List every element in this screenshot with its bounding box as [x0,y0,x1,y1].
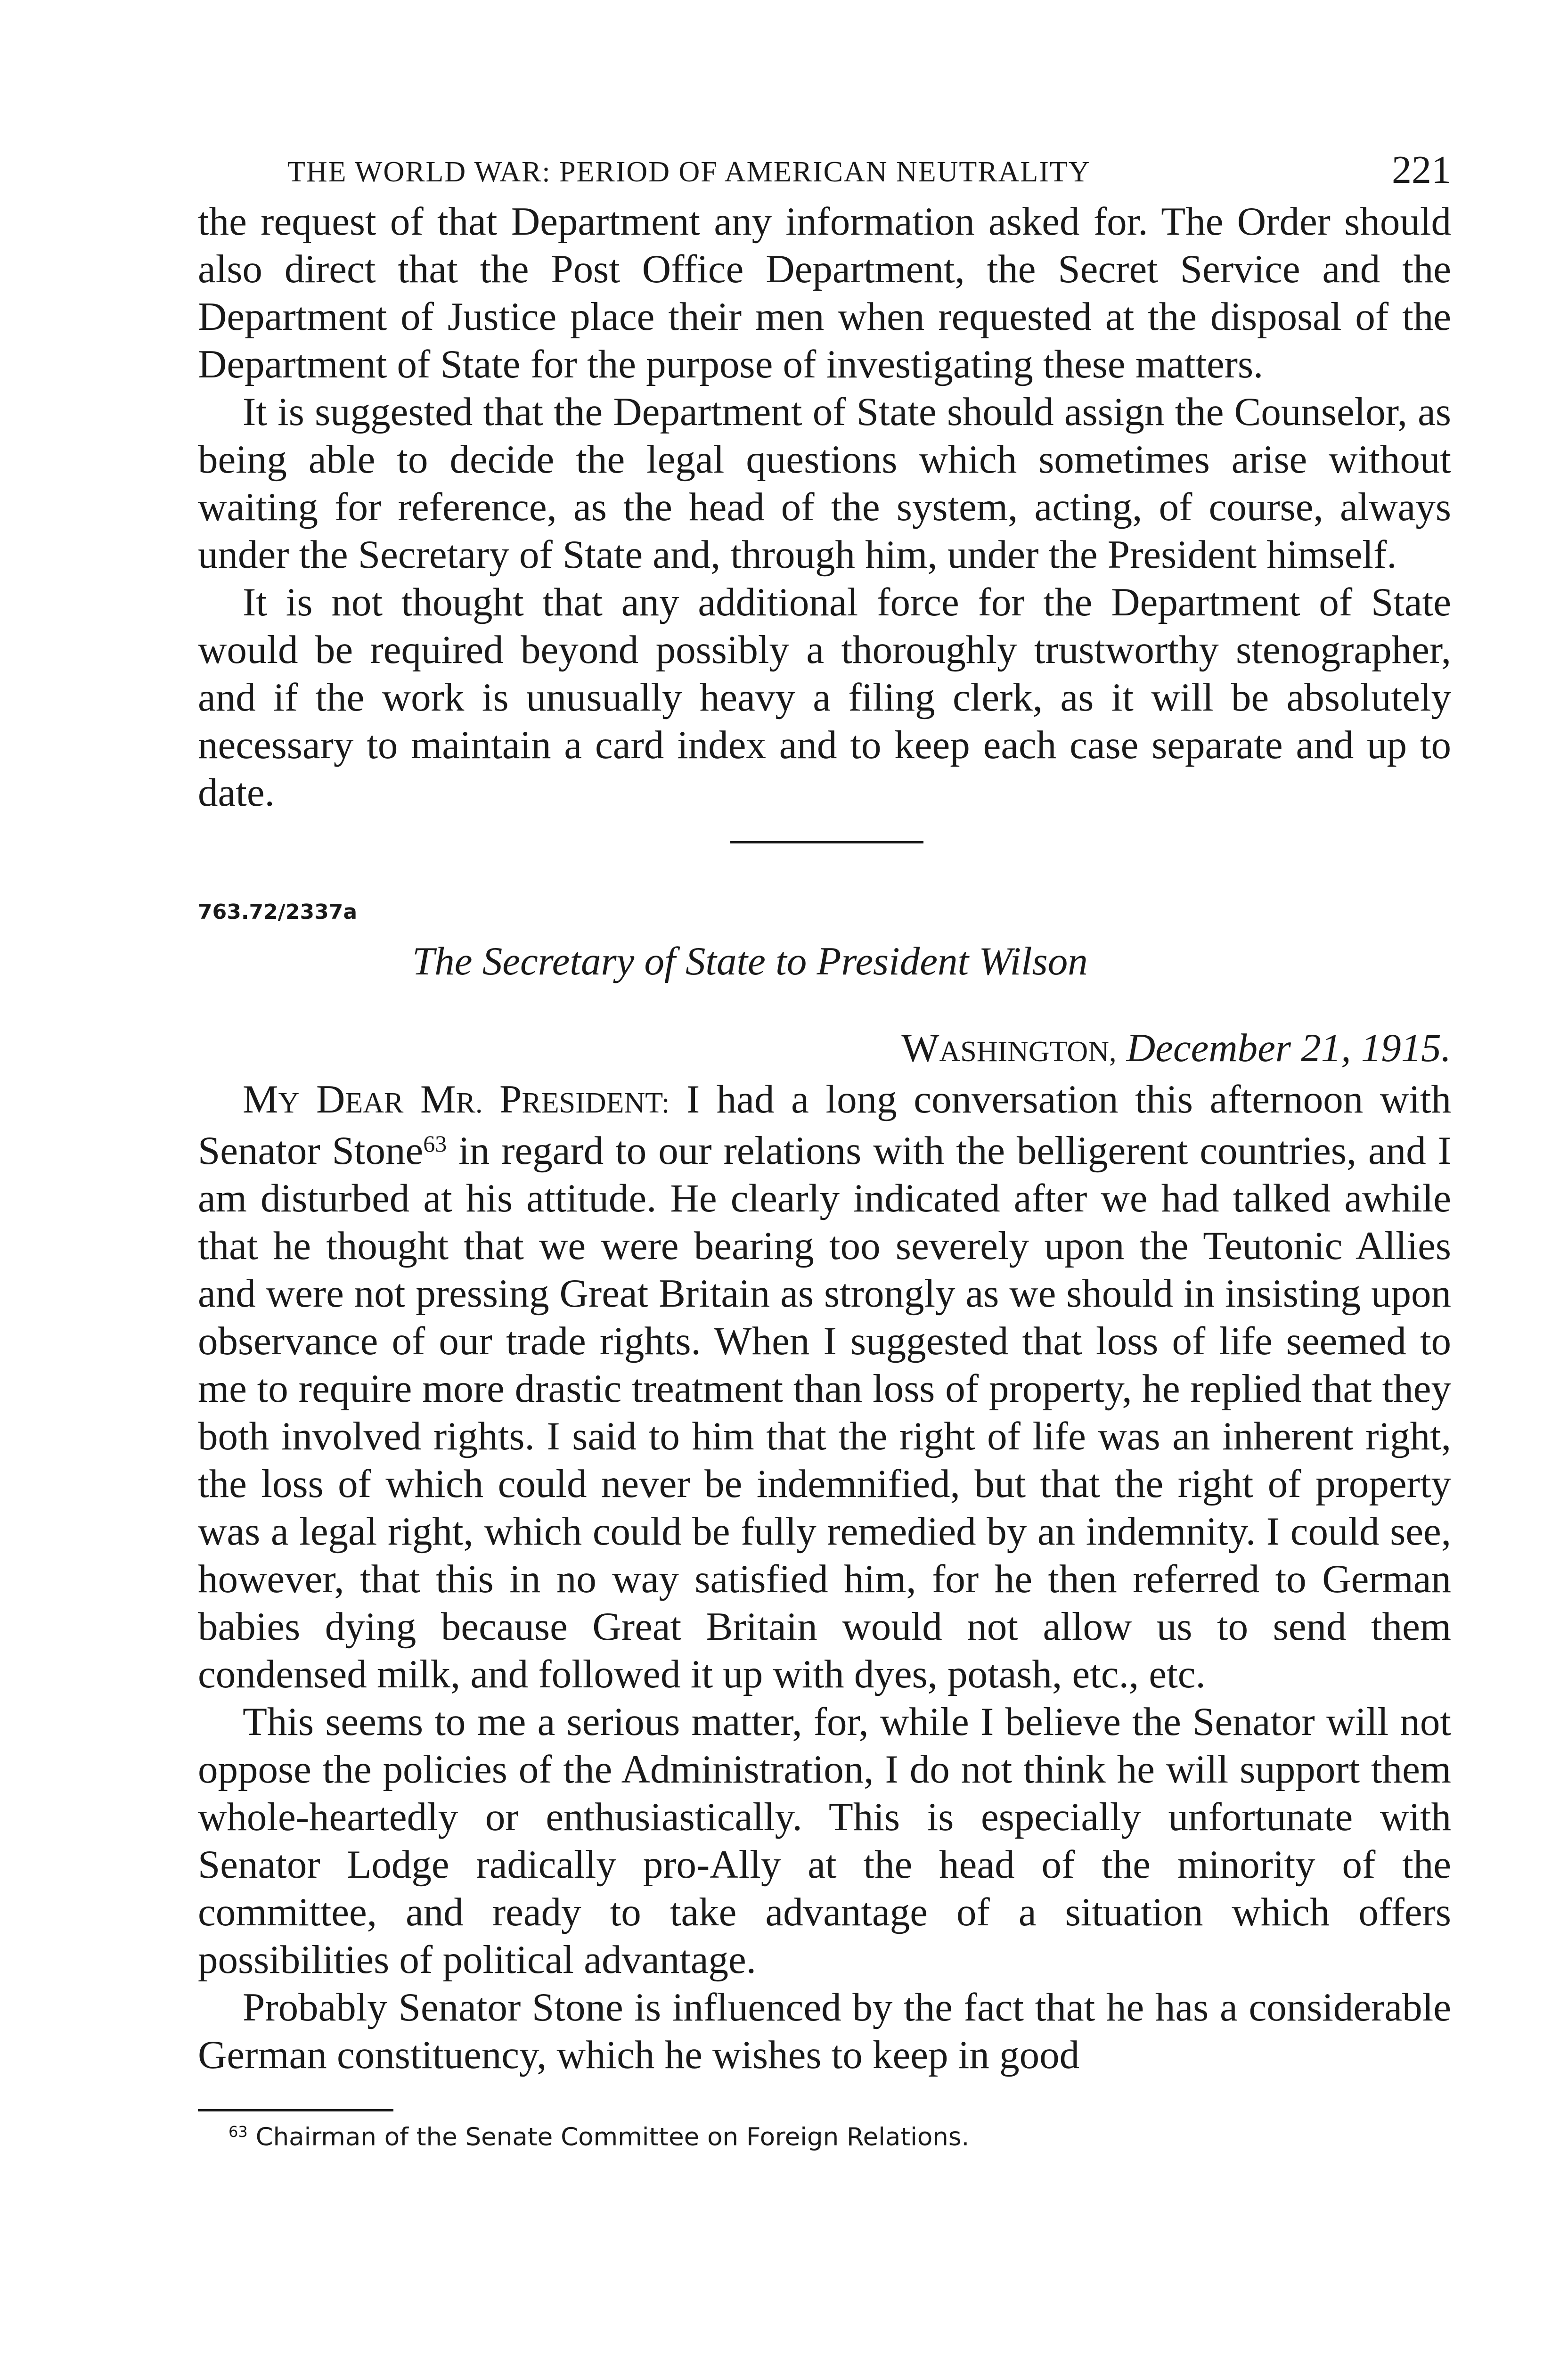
running-header [198,137,1451,198]
running-title: THE WORLD WAR: PERIOD OF AMERICAN NEUTRALITY [287,156,1091,188]
footnote [198,2123,1451,2151]
document-page [198,137,1451,2151]
footnote-text: Chairman of the Senate Committee on Foreign Relations. [255,2123,970,2151]
dateline-date: December 21, 1915. [1126,1026,1451,1070]
salutation: MY DEAR MR. PRESIDENT: [243,1077,670,1121]
letter-paragraph-2: This seems to me a serious matter, for, while I believe the Senator will not oppose the policies of the Administration, I do not think he will support them whole-heartedly or enthusiastically. This is especially unfortunate with Senator Lodge radically pro-Ally at the head of the minority of the committee, and ready to take advantage of a situation which offers possibilities of political advantage. [198,1700,1451,1982]
file-number: 763.72/2337a [198,900,358,924]
footnote-marker: 63 [229,2123,248,2141]
letter-paragraph-3: Probably Senator Stone is influenced by the fact that he has a considerable German constituency, which he wishes to keep in good [198,1985,1451,2077]
letter-paragraph-1 [198,1076,1451,1698]
letter-text-before-note: I had a long conversation this afternoon with Senator Stone [198,1077,1452,1173]
dateline-place: WASHINGTON, [901,1026,1117,1070]
letter-text-after-note: in regard to our relations with the belligerent countries, and I am disturbed at his attitude. He clearly indicated after we had talked awhile that he thought that we were bearing too severely upon the Teutonic Allies and were not pressing Great Britain as strongly as we should in insisting upon observance of our trade rights. When I suggested that loss of life seemed to me to require more drastic treatment than loss of property, he replied that they both involved rights. I said to him that the right of life was an inherent right, the loss of which could never be indemnified, but that the right of property was a legal right, which could be fully remedied by an indemnity. I could see, however, that this in no way satisfied him, for he then referred to German babies dying because Great Britain would not allow us to send them condensed milk, and followed it up with dyes, potash, etc., etc. [198,1129,1451,1696]
continued-paragraph-2: It is suggested that the Department of State should assign the Counselor, as being able to decide the legal questions which sometimes arise without waiting for reference, as the head of the system, acting, of course, always under the Secretary of State and, through him, under the President himself. [198,390,1451,577]
continued-paragraph-3: It is not thought that any additional force for the Department of State would be required beyond possibly a thoroughly trustworthy stenographer, and if the work is unusually heavy a filing clerk, as it will be absolutely necessary to maintain a card index and to keep each case separate and up to date. [198,580,1451,815]
page-number: 221 [1392,148,1451,192]
document-title: The Secretary of State to President Wilson [412,939,1088,983]
section-divider [730,841,923,843]
continued-paragraph-1: the request of that Department any information asked for. The Order should also direct that the Post Office Department, the Secret Service and the Department of Justice place their men when requested at the disposal of the Department of State for the purpose of investigating these matters. [198,199,1451,386]
dateline [198,1024,1451,1076]
footnote-reference: 63 [423,1130,447,1157]
footnote-divider [198,2109,393,2111]
